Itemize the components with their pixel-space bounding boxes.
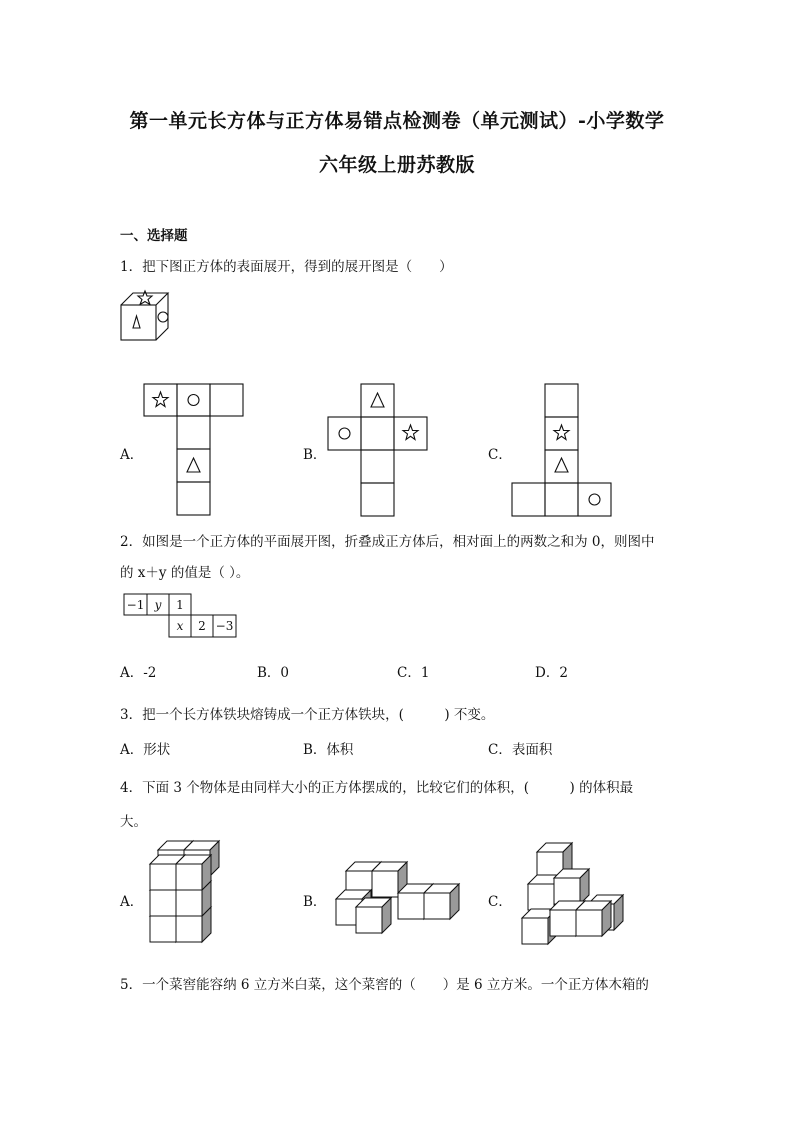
q2-stem-line2: 的 x＋y 的值是（ ）。 [120, 565, 250, 581]
q2-net-cell-5: 2 [198, 619, 206, 633]
q1-option-c-label: C． [488, 447, 512, 463]
q1-cube-figure [115, 285, 175, 345]
q4-option-a-label: A． [120, 894, 144, 910]
q2-stem-line1: 2．如图是一个正方体的平面展开图，折叠成正方体后，相对面上的两数之和为 0，则图中 [120, 534, 655, 550]
q2-option-c: C．1 [397, 665, 430, 681]
q2-net-cell-1: −1 [126, 598, 145, 612]
q4-stem-line2: 大。 [120, 814, 147, 830]
section-heading: 一、选择题 [120, 228, 188, 244]
q3-option-c: C．表面积 [488, 742, 553, 758]
q3-option-b: B．体积 [303, 742, 354, 758]
doc-title-line1: 第一单元长方体与正方体易错点检测卷（单元测试）-小学数学 [129, 110, 665, 132]
q1-option-b-label: B． [303, 447, 327, 463]
unit-cube [176, 855, 211, 890]
unit-cube [576, 901, 611, 936]
q3-stem: 3．把一个长方体铁块熔铸成一个正方体铁块，( ) 不变。 [120, 707, 495, 723]
q4-stem-line1: 4．下面 3 个物体是由同样大小的正方体摆成的，比较它们的体积，( ) 的体积最 [120, 780, 634, 796]
q4-option-c-label: C． [488, 894, 512, 910]
q2-option-a: A．-2 [120, 665, 157, 681]
q1-option-a-label: A． [120, 447, 144, 463]
q2-net-cell-3: 1 [176, 598, 184, 612]
unit-cube [424, 884, 459, 919]
q2-option-d: D．2 [535, 665, 568, 681]
q5-stem-line1: 5．一个菜窖能容纳 6 立方米白菜，这个菜窖的（ ）是 6 立方米。一个正方体木箱的 [120, 977, 649, 993]
q4-option-c-cubes [512, 840, 632, 952]
q1-stem: 1．把下图正方体的表面展开，得到的展开图是（ ） [120, 259, 453, 275]
q2-number-net [123, 593, 238, 639]
q1-option-b-net [326, 383, 430, 517]
unit-cube [554, 869, 589, 904]
doc-title-line2: 六年级上册苏教版 [318, 154, 475, 176]
q4-option-a-cubes [140, 840, 230, 950]
q4-option-b-cubes [330, 855, 470, 945]
q3-option-a: A．形状 [120, 742, 171, 758]
q2-net-cell-y: y [154, 598, 162, 612]
q1-option-c-net [511, 383, 614, 517]
q2-net-cell-x: x [176, 619, 184, 633]
q1-option-a-net [142, 383, 245, 516]
unit-cube [356, 898, 391, 933]
q2-net-cell-6: −3 [215, 619, 234, 633]
q2-option-b: B．0 [257, 665, 290, 681]
q4-option-b-label: B． [303, 894, 327, 910]
